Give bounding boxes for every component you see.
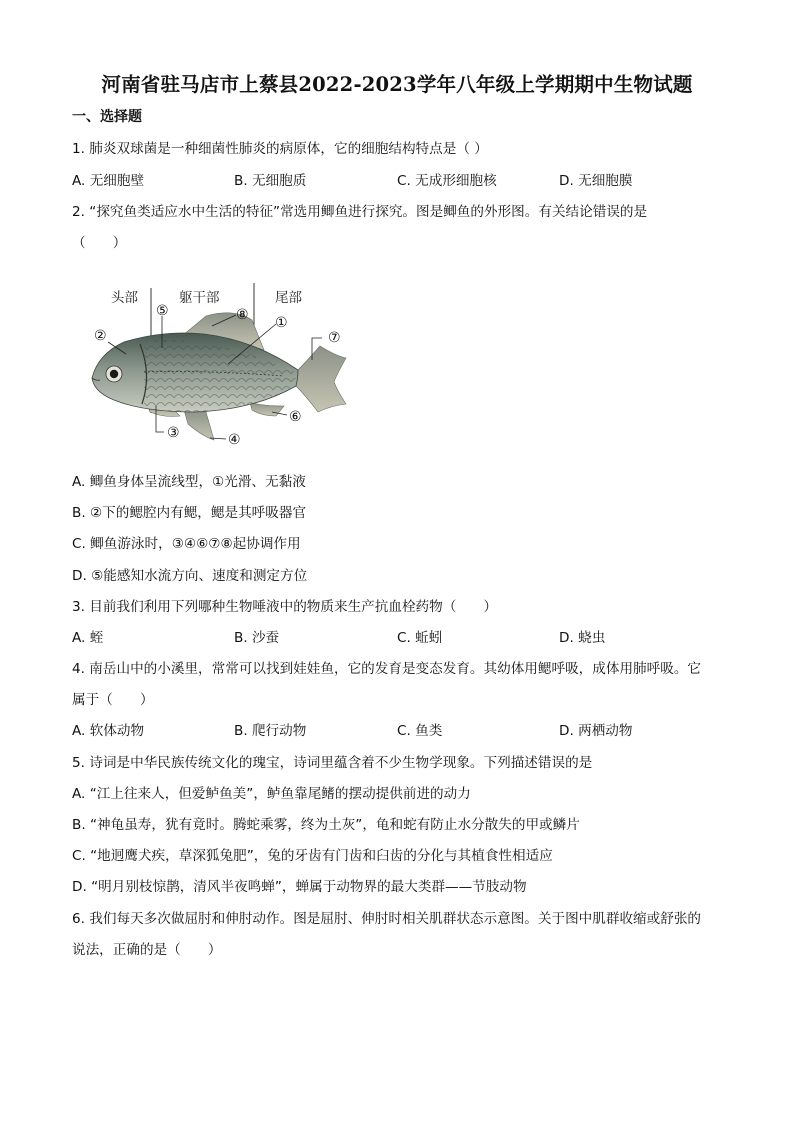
marker-1: ①	[275, 315, 288, 331]
question-3-option-b: B. 沙蚕	[234, 630, 280, 646]
question-3-option-a: A. 蛭	[72, 630, 104, 646]
question-1-stem: 1. 肺炎双球菌是一种细菌性肺炎的病原体，它的细胞结构特点是（ ）	[72, 141, 488, 157]
marker-2: ②	[94, 328, 107, 344]
question-5-option-a: A. “江上往来人，但爱鲈鱼美”，鲈鱼靠尾鳍的摆动提供前进的动力	[72, 786, 471, 802]
question-2-option-b: B. ②下的鳃腔内有鳃，鳃是其呼吸器官	[72, 505, 307, 521]
question-3-option-c: C. 蚯蚓	[397, 630, 443, 646]
section-heading-choice: 一、选择题	[72, 109, 142, 125]
question-1-option-a: A. 无细胞壁	[72, 173, 145, 189]
fish-pupil	[110, 370, 118, 378]
question-5-option-d: D. “明月别枝惊鹊，清风半夜鸣蝉”，蝉属于动物界的最大类群——节肢动物	[72, 879, 527, 895]
question-4-stem: 4. 南岳山中的小溪里，常常可以找到娃娃鱼，它的发育是变态发育。其幼体用鳃呼吸，成体用肺呼吸。它	[72, 661, 702, 677]
question-5-option-c: C. “地迥鹰犬疾，草深狐兔肥”，兔的牙齿有门齿和臼齿的分化与其植食性相适应	[72, 848, 553, 864]
question-5-stem: 5. 诗词是中华民族传统文化的瑰宝，诗词里蕴含着不少生物学现象。下列描述错误的是	[72, 755, 593, 771]
question-6-stem-cont: 说法，正确的是（ ）	[72, 942, 222, 958]
region-label-trunk: 躯干部	[179, 290, 220, 306]
question-2-stem: 2. “探究鱼类适应水中生活的特征”常选用鲫鱼进行探究。图是鲫鱼的外形图。有关结论错误的是	[72, 204, 648, 220]
carp-external-structure-figure	[84, 278, 364, 450]
question-6-stem: 6. 我们每天多次做屈肘和伸肘动作。图是屈肘、伸肘时相关肌群状态示意图。关于图中肌群收缩或舒张的	[72, 911, 702, 927]
marker-7: ⑦	[328, 330, 341, 346]
marker-4: ④	[228, 432, 241, 448]
marker-6: ⑥	[289, 409, 302, 425]
question-2-option-d: D. ⑤能感知水流方向、速度和测定方位	[72, 568, 308, 584]
question-3-option-d: D. 蛲虫	[559, 630, 606, 646]
region-label-tail: 尾部	[275, 290, 302, 306]
question-4-option-d: D. 两栖动物	[559, 723, 633, 739]
marker-5: ⑤	[156, 303, 169, 319]
question-2-option-c: C. 鲫鱼游泳时，③④⑥⑦⑧起协调作用	[72, 536, 301, 552]
question-1-option-c: C. 无成形细胞核	[397, 173, 497, 189]
marker-8: ⑧	[236, 307, 249, 323]
page-title: 河南省驻马店市上蔡县2022-2023学年八年级上学期期中生物试题	[101, 73, 693, 96]
question-4-option-c: C. 鱼类	[397, 723, 443, 739]
question-5-option-b: B. “神龟虽寿，犹有竟时。腾蛇乘雾，终为土灰”，龟和蛇有防止水分散失的甲或鳞片	[72, 817, 580, 833]
question-4-option-a: A. 软体动物	[72, 723, 145, 739]
marker-3: ③	[167, 425, 180, 441]
pelvic-fin	[184, 410, 214, 440]
region-label-head: 头部	[111, 290, 138, 306]
question-1-option-d: D. 无细胞膜	[559, 173, 633, 189]
fish-scales	[144, 340, 296, 412]
anal-fin	[250, 402, 284, 416]
question-1-option-b: B. 无细胞质	[234, 173, 307, 189]
caudal-fin	[296, 346, 346, 412]
question-4-option-b: B. 爬行动物	[234, 723, 307, 739]
question-2-stem-bracket: （ ）	[72, 235, 127, 251]
question-3-stem: 3. 目前我们利用下列哪种生物唾液中的物质来生产抗血栓药物（ ）	[72, 599, 498, 615]
question-4-stem-cont: 属于（ ）	[72, 692, 154, 708]
question-2-option-a: A. 鲫鱼身体呈流线型，①光滑、无黏液	[72, 474, 306, 490]
